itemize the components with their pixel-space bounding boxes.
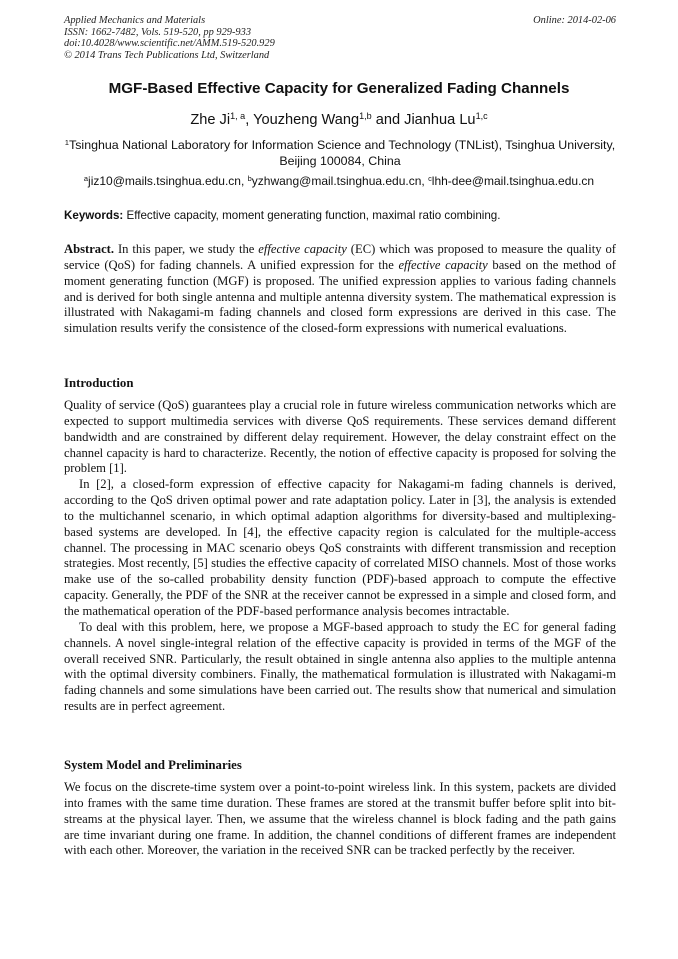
abstract-text: In this paper, we study the <box>114 242 259 256</box>
author-list <box>40 112 638 128</box>
author-separator: , <box>245 112 254 128</box>
author-separator: and <box>371 112 405 128</box>
affiliation-superscript: 1 <box>64 137 70 147</box>
paragraph: In [2], a closed-form expression of effective capacity for Nakagami-m fading channels is derived, according to the QoS driven optimal power and rate adaptation policy. Later in [3], the analysis is extended to the multichannel scenario, in which optimal adaption algorithms for diversity-based and multiplexing-based systems are developed. In [4], the effective capacity region is calculated for the multiple-access channel. The processing in MAC scenario obeys QoS constraints with different transmission and reception strategies. Most recently, [5] studies the effective capacity of correlated MISO channels. Most of those works make use of the so-called probability density function (PDF)-based approach to compute the effective capacity. Generally, the PDF of the SNR at the receiver cannot be expressed in a simple and closed form, and the mathematical operation of the PDF-based performance analysis becomes intractable. <box>64 477 616 618</box>
doi-line: doi:10.4028/www.scientific.net/AMM.519-520.929 <box>64 38 275 50</box>
copyright-line: © 2014 Trans Tech Publications Ltd, Switzerland <box>64 49 270 61</box>
abstract-label: Abstract. <box>64 242 115 256</box>
online-date: Online: 2014-02-06 <box>533 15 616 26</box>
email-list <box>40 174 638 188</box>
abstract-emphasis: effective capacity <box>398 257 488 272</box>
abstract <box>64 242 616 337</box>
author-superscript: 1,c <box>475 111 488 122</box>
author-superscript: 1,b <box>359 111 372 122</box>
section-system-model <box>64 780 616 859</box>
author-name: Jianhua Lu <box>404 112 476 128</box>
author-name: Zhe Ji <box>190 112 231 128</box>
affiliation-text: Tsinghua National Laboratory for Information Science and Technology (TNList), Tsinghua University, Beijing 100084, China <box>69 138 616 168</box>
author-name: Youzheng Wang <box>253 112 360 128</box>
section-heading-introduction: Introduction <box>64 376 134 390</box>
section-introduction <box>64 398 616 715</box>
running-header <box>64 15 616 61</box>
email-address: lhh-dee@mail.tsinghua.edu.cn <box>431 174 595 188</box>
email-superscript: a <box>83 173 89 183</box>
author-superscript: 1, a <box>230 111 246 122</box>
email-superscript: b <box>247 173 252 183</box>
issn-line: ISSN: 1662-7482, Vols. 519-520, pp 929-933 <box>64 26 252 38</box>
section-heading-system-model: System Model and Preliminaries <box>64 758 242 772</box>
keywords <box>64 209 616 222</box>
abstract-text: (EC) which was proposed to measure the quality of service (QoS) for fading channels. A unified expression for the <box>64 242 616 272</box>
keywords-text: Effective capacity, moment generating function, maximal ratio combining. <box>123 209 501 222</box>
paragraph: To deal with this problem, here, we propose a MGF-based approach to study the EC for general fading channels. A novel single-integral relation of the effective capacity is provided in terms of the MGF of the overall received SNR. Particularly, the result obtained in single antenna also applies to the multiple antenna with the optimal diversity combiners. Finally, the mathematical formulation is illustrated with Nakagami-m fading channels and some simulations have been carried out. The results show that numerical and simulation results are in perfect agreement. <box>64 619 616 714</box>
keywords-label: Keywords: <box>64 209 124 222</box>
paragraph: We focus on the discrete-time system over a point-to-point wireless link. In this system, packets are divided into frames with the same time duration. These frames are stored at the transmit buffer before split into bit-streams at the physical layer. Then, we assume that the wireless channel is block fading and the path gains are time invariant during one frame. In addition, the channel conditions of different frames are independent with each other. Moreover, the variation in the received SNR can be tracked perfectly by the receiver. <box>64 780 616 858</box>
journal-name: Applied Mechanics and Materials <box>64 15 206 26</box>
email-address: jiz10@mails.tsinghua.edu.cn, <box>88 174 248 188</box>
email-address: yzhwang@mail.tsinghua.edu.cn, <box>251 174 429 188</box>
paper-title: MGF-Based Effective Capacity for Generalized Fading Channels <box>108 80 570 97</box>
affiliation <box>64 137 616 169</box>
email-superscript: c <box>428 173 432 183</box>
paragraph: Quality of service (QoS) guarantees play a crucial role in future wireless communication networks which are expected to support multimedia services with diverse QoS requirements. These services demand different bandwidth and are constrained by different delay requirement. However, the delay constraint effect on the channel capacity is hard to characterize. Recently, the notion of effective capacity is proposed for solving the problem [1]. <box>64 398 616 476</box>
abstract-emphasis: effective capacity <box>258 242 347 256</box>
abstract-text: based on the method of moment generating function (MGF) is proposed. The unified expression applies to various fading channels and is derived for both single antenna and multiple antenna diversity system. The mathematical expression is illustrated with Nakagami-m fading channels and closed form expressions are derived in this case. The simulation results verify the consistence of the closed-form expressions with numerical evaluations. <box>64 257 616 336</box>
